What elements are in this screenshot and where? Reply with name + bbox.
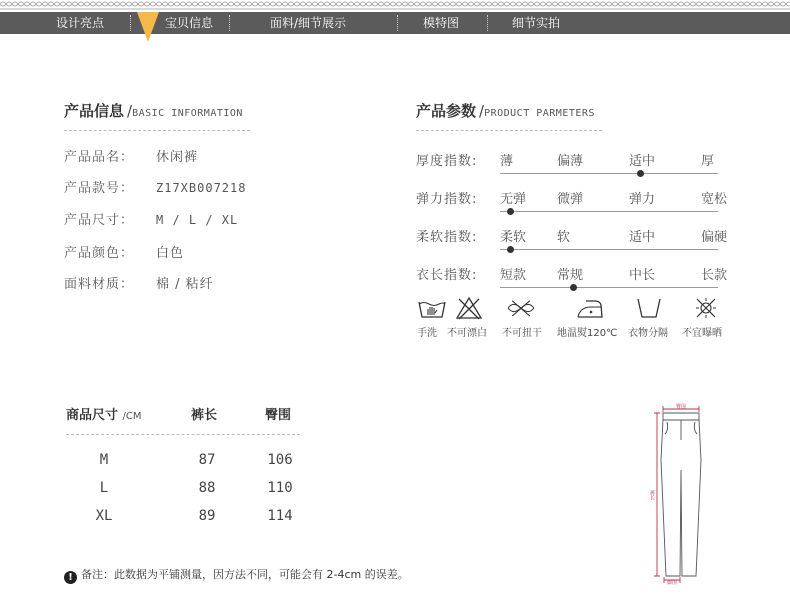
- care-label-no-wring: 不可扭干: [502, 328, 542, 339]
- param-option: 微弹: [557, 192, 584, 207]
- hand-wash-icon: [416, 296, 448, 320]
- param-indicator-dot: [570, 284, 577, 291]
- product-params-title-en: PRODUCT PARMETERS: [484, 108, 595, 119]
- param-option: 厚: [701, 154, 715, 169]
- nav-active-indicator-icon: [137, 12, 159, 42]
- param-indicator-dot: [507, 246, 514, 253]
- info-row-name: [64, 146, 198, 165]
- param-option: 软: [557, 230, 571, 245]
- size-table-cell: 110: [267, 480, 293, 496]
- info-row-style-number: [64, 177, 246, 196]
- param-label: 衣长指数:: [416, 268, 478, 283]
- size-table-cell: 87: [198, 452, 216, 468]
- param-option: 短款: [500, 268, 527, 283]
- nav-tab-fabric-details[interactable]: 面料/细节展示: [270, 16, 347, 30]
- size-table-cell: L: [99, 480, 109, 496]
- size-table-cell: 114: [267, 508, 293, 524]
- info-value: 休闲裤: [156, 150, 199, 165]
- nav-separator: [130, 15, 131, 31]
- info-key: 产品品名：: [64, 150, 135, 165]
- nav-tab-detail-photos[interactable]: 细节实拍: [512, 16, 561, 30]
- size-table-cell: 88: [198, 480, 216, 496]
- info-key: 产品颜色：: [64, 246, 135, 261]
- info-key: 产品款号：: [64, 181, 135, 196]
- care-label-no-sun-dry: 不宜曝晒: [682, 328, 722, 339]
- param-option: 偏薄: [557, 154, 584, 169]
- no-bleach-icon: [453, 296, 485, 320]
- info-value: 白色: [156, 246, 185, 261]
- param-option: 适中: [629, 230, 656, 245]
- divider: [66, 434, 300, 435]
- param-indicator-dot: [637, 170, 644, 177]
- product-params-heading: 产品参数 /PRODUCT PARMETERS: [416, 102, 595, 120]
- care-label-low-iron: 地温熨120℃: [557, 328, 618, 339]
- info-row-color: [64, 242, 184, 261]
- param-option: 宽松: [701, 192, 728, 207]
- param-option: 适中: [629, 154, 656, 169]
- diagram-label-hip: 臀围: [675, 404, 687, 410]
- size-table-header-label: 商品尺寸: [66, 408, 119, 423]
- low-iron-icon: [574, 296, 606, 320]
- size-table-cell: 89: [198, 508, 216, 524]
- nav-decorative-border: [0, 0, 790, 10]
- size-table-cell: M: [99, 452, 109, 468]
- param-scale-line: [500, 249, 718, 250]
- diagram-label-hem: 脚围: [666, 580, 678, 585]
- info-value: 棉 / 粘纤: [156, 277, 214, 292]
- nav-tab-model-photos[interactable]: 模特图: [423, 16, 460, 30]
- info-key: 产品尺寸：: [64, 213, 135, 228]
- care-label-no-bleach: 不可漂白: [447, 328, 487, 339]
- size-table-cell: 106: [267, 452, 293, 468]
- size-table-header-size: [66, 404, 142, 423]
- nav-bar: [0, 12, 790, 34]
- param-label: 弹力指数:: [416, 192, 478, 207]
- info-row-material: [64, 273, 214, 292]
- param-indicator-dot: [507, 208, 514, 215]
- nav-tab-design-highlights[interactable]: 设计亮点: [56, 16, 105, 30]
- param-scale-line: [500, 287, 718, 288]
- param-label: 柔软指数:: [416, 230, 478, 245]
- product-info-title-en: BASIC INFORMATION: [132, 108, 243, 119]
- size-table-unit: /CM: [122, 411, 142, 422]
- product-info-heading: 产品信息 /BASIC INFORMATION: [64, 102, 243, 120]
- note-text: 备注：此数据为平铺测量，因方法不同，可能会有 2-4cm 的误差。: [81, 568, 409, 581]
- divider: [416, 130, 602, 131]
- param-scale-line: [500, 173, 718, 174]
- pants-measurement-diagram: [636, 400, 726, 585]
- nav-wave-pattern: [0, 2, 790, 6]
- nav-separator: [229, 15, 230, 31]
- no-sun-dry-icon: [690, 296, 722, 320]
- info-key: 面料材质：: [64, 277, 135, 292]
- product-info-title: 产品信息: [64, 102, 125, 120]
- info-value: Z17XB007218: [156, 181, 247, 195]
- exclamation-icon: !: [64, 571, 77, 584]
- size-table-cell: XL: [95, 508, 113, 524]
- param-scale-line: [500, 211, 718, 212]
- param-option: 常规: [557, 268, 584, 283]
- param-option: 薄: [500, 154, 514, 169]
- size-table-header-length: 裤长: [191, 408, 218, 423]
- nav-separator: [397, 15, 398, 31]
- param-label: 厚度指数:: [416, 154, 478, 169]
- param-option: 弹力: [629, 192, 656, 207]
- diagram-label-length: 裤长: [649, 490, 655, 500]
- size-table-header-hip: 臀围: [265, 408, 292, 423]
- care-label-wash-separately: 衣物分隔: [628, 328, 668, 339]
- nav-separator: [487, 15, 488, 31]
- param-option: 中长: [629, 268, 656, 283]
- no-wring-icon: [505, 296, 537, 320]
- info-value: M / L / XL: [156, 213, 239, 227]
- wash-separately-icon: [633, 296, 665, 320]
- param-option: 长款: [701, 268, 728, 283]
- measurement-note: [64, 566, 409, 584]
- param-option: 无弹: [500, 192, 527, 207]
- nav-tab-product-info[interactable]: 宝贝信息: [165, 16, 214, 30]
- param-option: 偏硬: [701, 230, 728, 245]
- param-option: 柔软: [500, 230, 527, 245]
- divider: [64, 130, 250, 131]
- info-row-sizes: [64, 209, 238, 228]
- product-params-title: 产品参数: [416, 102, 477, 120]
- care-label-hand-wash: 手洗: [417, 328, 437, 339]
